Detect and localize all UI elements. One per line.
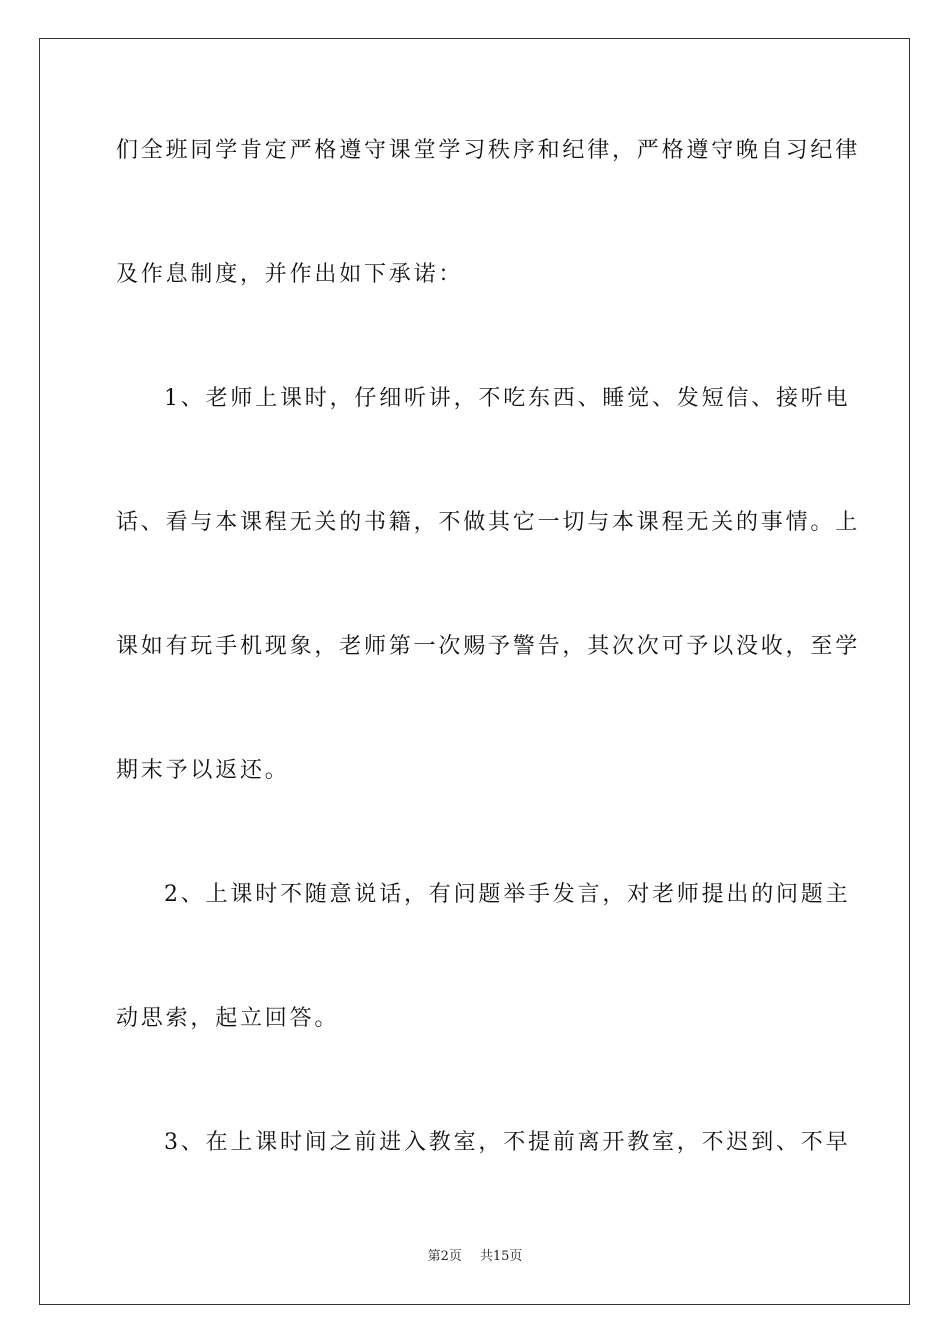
paragraph-line: 3、在上课时间之前进入教室，不提前离开教室，不迟到、不早 <box>164 1130 851 1155</box>
page-footer <box>0 1249 950 1265</box>
page-number: 第2页 <box>427 1249 462 1264</box>
paragraph-line: 话、看与本课程无关的书籍，不做其它一切与本课程无关的事情。上 <box>116 510 861 535</box>
paragraph-line: 1、老师上课时，仔细听讲，不吃东西、睡觉、发短信、接听电 <box>164 386 851 411</box>
page-border <box>39 38 910 1305</box>
paragraph-line: 课如有玩手机现象，老师第一次赐予警告，其次次可予以没收，至学 <box>116 634 861 659</box>
paragraph-line: 2、上课时不随意说话，有问题举手发言，对老师提出的问题主 <box>164 882 851 907</box>
paragraph-line: 们全班同学肯定严格遵守课堂学习秩序和纪律，严格遵守晚自习纪律 <box>116 138 861 163</box>
paragraph-line: 期末予以返还。 <box>116 758 290 783</box>
paragraph-line: 及作息制度，并作出如下承诺： <box>116 262 464 287</box>
paragraph-line: 动思索，起立回答。 <box>116 1006 340 1031</box>
page-total: 共15页 <box>479 1249 523 1264</box>
